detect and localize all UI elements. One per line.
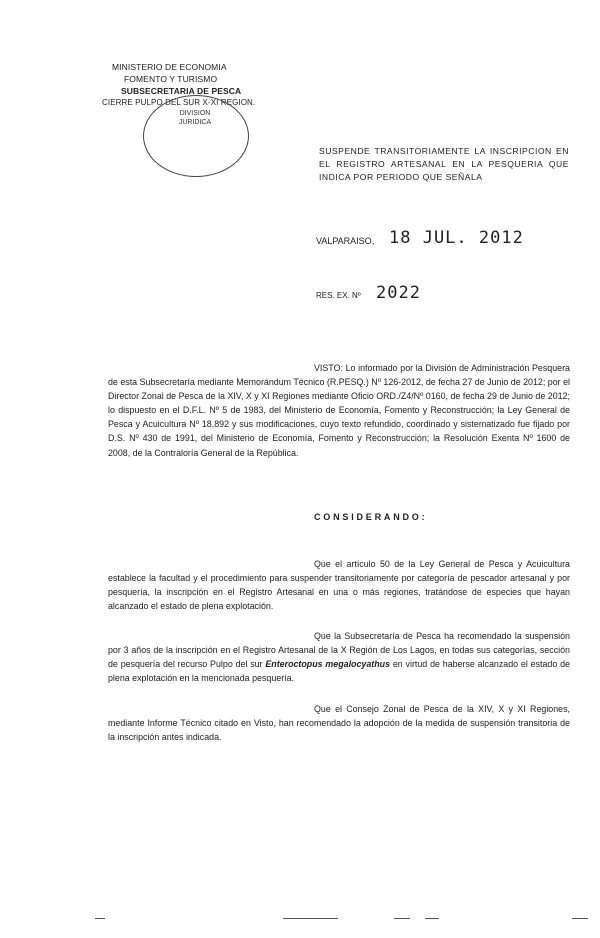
considerando-paragraph-2: [108, 629, 570, 685]
visto-paragraph: VISTO: Lo informado por la División de Administración Pesquera de esta Subsecretaría mediante Memorándum Técnico (R.PESQ.) Nº 126-2012, de fecha 27 de Junio de 2012; por el Director Zonal de Pesca de la XIV, X y XI Regiones mediante Oficio ORD./Z4/Nº 0160, de fecha 29 de Junio de 2012; lo dispuesto en el D.F.L. Nº 5 de 1983, del Ministerio de Economía, Fomento y Reconstrucción; la Ley General de Pesca y Acuicultura Nº 18.892 y sus modificaciones, cuyo texto refundido, coordinado y sistematizado fue fijado por D.S. Nº 430 de 1991, del Ministerio de Economía, Fomento y Reconstrucción; la Resolución Exenta Nº 1600 de 2008, de la Contraloría General de la República.: [108, 363, 570, 458]
ministry-subtitle: FOMENTO Y TURISMO: [124, 74, 218, 84]
resolution-date: 18 JUL. 2012: [389, 228, 524, 248]
paragraph-2-text-a: Que la Subsecretaría de Pesca ha recomendado la suspensión por 3 años de la inscripción en el Registro Artesanal de la X Región de Los Lagos, en todas sus categorías, sección de pesquería del recurso Pulpo del sur: [108, 631, 570, 670]
considerando-heading: CONSIDERANDO:: [314, 512, 428, 522]
seal-text-division: DIVISION: [179, 110, 211, 117]
footer-mark: [394, 918, 410, 919]
resolution-number: 2022: [376, 283, 421, 303]
subsecretaria-name: SUBSECRETARIA DE PESCA: [121, 86, 242, 96]
footer-mark: [95, 918, 105, 919]
resolution-subject: SUSPENDE TRANSITORIAMENTE LA INSCRIPCION EN EL REGISTRO ARTESANAL EN LA PESQUERIA QUE INDICA POR PERIODO QUE SEÑALA: [319, 146, 569, 182]
species-name: Enteroctopus megalocyathus: [265, 659, 391, 670]
footer-mark: [425, 918, 439, 919]
division-juridica-seal: [143, 95, 249, 177]
resolution-number-label: RES. EX. Nº: [316, 291, 361, 300]
ministry-name: MINISTERIO DE ECONOMIA: [112, 62, 227, 72]
considerando-paragraph-1: Que el artículo 50 de la Ley General de Pesca y Acuicultura establece la facultad y el procedimiento para suspender transitoriamente por categoría de pescador artesanal y por pesquería, la inscripción en el Registro Artesanal en una o más regiones, tratándose de especies que hayan alcanzado el estado de plena explotación.: [108, 559, 570, 612]
paragraph-2-text-b: en virtud de haberse alcanzado el estado de plena explotación en la mencionada pesquería.: [108, 659, 570, 684]
footer-mark: [572, 918, 588, 919]
place-label: VALPARAISO,: [316, 236, 375, 246]
cierre-label: CIERRE PULPO DEL SUR X-XI REGION.: [102, 98, 256, 107]
seal-text-juridica: JURIDICA: [178, 119, 212, 126]
footer-mark: [283, 918, 338, 919]
considerando-paragraph-3: Que el Consejo Zonal de Pesca de la XIV, X y XI Regiones, mediante Informe Técnico citado en Visto, han recomendado la adopción de la medida de suspensión transitoria de la inscripción antes indicada.: [108, 704, 570, 743]
